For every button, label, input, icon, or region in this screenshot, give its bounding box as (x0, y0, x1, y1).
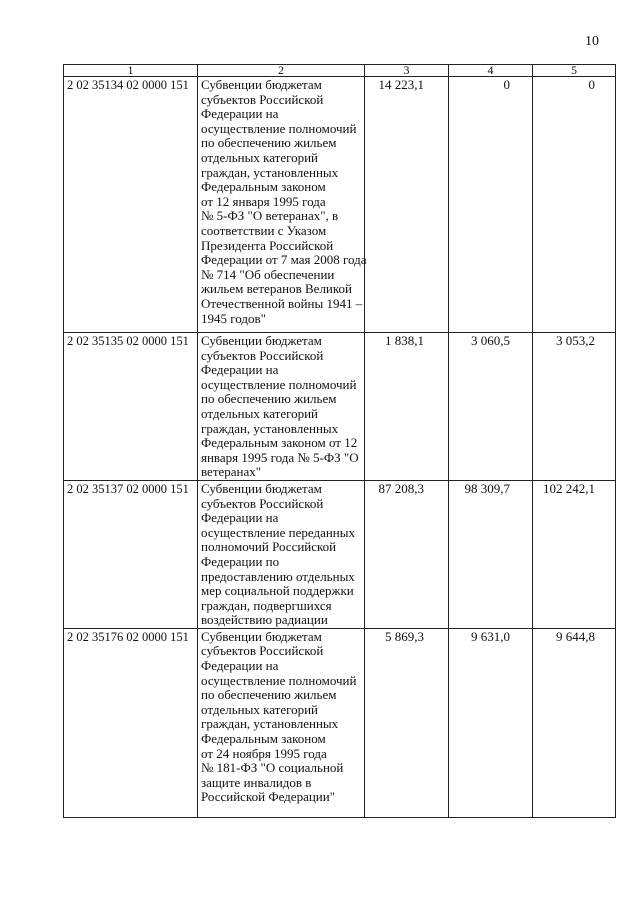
description-line: граждан, установленных (201, 164, 339, 180)
description-line: отдельных категорий (201, 701, 319, 717)
page-number: 10 (585, 34, 599, 49)
description-line: субъектов Российской (201, 91, 324, 107)
description-line: предоставлению отдельных (201, 568, 355, 584)
description-line: граждан, установленных (201, 716, 339, 732)
description-line: соответствии с Указом (201, 222, 327, 238)
description-line: воздействию радиации (201, 612, 328, 628)
table-row (64, 77, 616, 333)
table-row (64, 628, 616, 817)
amount-cell-col5: 0 (533, 77, 616, 333)
amount-cell-col3: 14 223,1 (365, 77, 449, 333)
description-line: Субвенции бюджетам (201, 480, 322, 496)
description-line: защите инвалидов в (201, 774, 312, 790)
description-line: Федерации на (201, 106, 279, 122)
description-line: от 24 ноября 1995 года (201, 745, 327, 761)
budget-code-cell: 2 02 35176 02 0000 151 (64, 628, 198, 817)
description-cell (198, 333, 365, 481)
description-line: Президента Российской (201, 237, 334, 253)
description-line: Российской Федерации" (201, 789, 336, 805)
description-line: Федерации на (201, 658, 279, 674)
column-header-1: 1 (64, 65, 198, 77)
budget-code-cell: 2 02 35135 02 0000 151 (64, 333, 198, 481)
description-line: Федеральным законом (201, 179, 326, 195)
amount-cell-col5: 102 242,1 (533, 480, 616, 628)
amount-cell-col5: 3 053,2 (533, 333, 616, 481)
description-line: осуществление полномочий (201, 376, 357, 392)
amount-cell-col4: 9 631,0 (449, 628, 533, 817)
description-line: 1945 годов" (201, 310, 266, 326)
description-line: субъектов Российской (201, 347, 324, 363)
description-line: № 181-ФЗ "О социальной (201, 760, 344, 776)
description-line: отдельных категорий (201, 149, 319, 165)
budget-table (63, 64, 616, 818)
description-line: Субвенции бюджетам (201, 333, 322, 348)
description-line: по обеспечению жильем (201, 687, 337, 703)
column-header-2: 2 (198, 65, 365, 77)
description-line: субъектов Российской (201, 643, 324, 659)
description-line: Отечественной войны 1941 – (201, 295, 363, 311)
description-cell (198, 77, 365, 333)
amount-cell-col3: 5 869,3 (365, 628, 449, 817)
description-line: от 12 января 1995 года (201, 193, 326, 209)
description-line: января 1995 года № 5-ФЗ "О (201, 449, 359, 465)
description-line: жильем ветеранов Великой (201, 281, 352, 297)
table-body (64, 77, 616, 818)
description-line: Субвенции бюджетам (201, 77, 322, 92)
amount-cell-col4: 3 060,5 (449, 333, 533, 481)
budget-code-cell: 2 02 35134 02 0000 151 (64, 77, 198, 333)
description-line: граждан, установленных (201, 420, 339, 436)
table-header-row (64, 65, 616, 77)
description-line: ветеранах" (201, 464, 262, 480)
description-line: осуществление переданных (201, 524, 355, 540)
description-line: № 714 "Об обеспечении (201, 266, 335, 282)
description-line: мер социальной поддержки (201, 583, 354, 599)
description-line: Федеральным законом (201, 731, 326, 747)
description-line: граждан, подвергшихся (201, 597, 332, 613)
description-line: субъектов Российской (201, 495, 324, 511)
description-line: Федерации по (201, 553, 280, 569)
description-line: по обеспечению жильем (201, 135, 337, 151)
description-cell (198, 480, 365, 628)
description-line: осуществление полномочий (201, 672, 357, 688)
budget-table-container (63, 64, 616, 818)
description-line: Субвенции бюджетам (201, 628, 322, 644)
description-line: Федерации на (201, 362, 279, 378)
column-header-3: 3 (365, 65, 449, 77)
description-line: Федерации на (201, 510, 279, 526)
table-row (64, 480, 616, 628)
column-header-4: 4 (449, 65, 533, 77)
amount-cell-col5: 9 644,8 (533, 628, 616, 817)
description-line: по обеспечению жильем (201, 391, 337, 407)
budget-code-cell: 2 02 35137 02 0000 151 (64, 480, 198, 628)
description-line: № 5-ФЗ "О ветеранах", в (201, 208, 339, 224)
description-line: Федеральным законом от 12 (201, 435, 358, 451)
table-row (64, 333, 616, 481)
description-line: полномочий Российской (201, 539, 337, 555)
description-line: Федерации от 7 мая 2008 года (201, 252, 367, 268)
description-line: осуществление полномочий (201, 120, 357, 136)
amount-cell-col3: 1 838,1 (365, 333, 449, 481)
description-line: отдельных категорий (201, 405, 319, 421)
amount-cell-col3: 87 208,3 (365, 480, 449, 628)
description-cell (198, 628, 365, 817)
amount-cell-col4: 98 309,7 (449, 480, 533, 628)
amount-cell-col4: 0 (449, 77, 533, 333)
column-header-5: 5 (533, 65, 616, 77)
